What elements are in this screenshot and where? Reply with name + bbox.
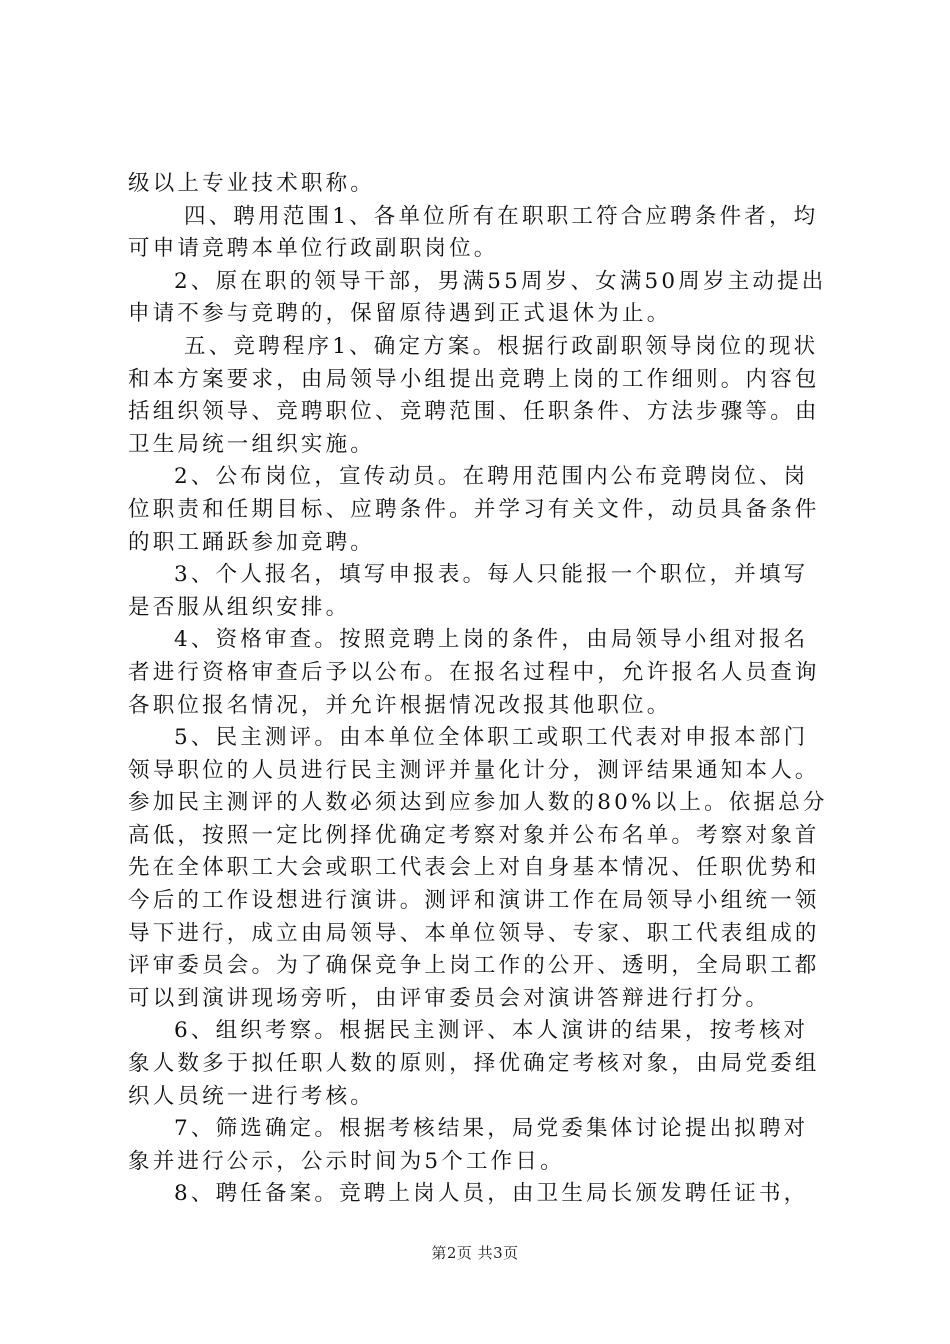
paragraph-item-2-retirees: 2、原在职的领导干部，男满55周岁、女满50周岁主动提出申请不参与竞聘的，保留原待遇到正式退休为止。	[128, 268, 827, 327]
paragraph-step-2: 2、公布岗位，宣传动员。在聘用范围内公布竞聘岗位、岗位职责和任期目标、应聘条件。并学习有关文件，动员具备条件的职工踊跃参加竞聘。	[128, 464, 820, 555]
paragraph-step-5: 5、民主测评。由本单位全体职工或职工代表对申报本部门领导职位的人员进行民主测评并量化计分，测评结果通知本人。参加民主测评的人数必须达到应参加人数的80%以上。依据总分高低，按照一定比例择优确定考察对象并公布名单。考察对象首先在全体职工大会或职工代表会上对自身基本情况、任职优势和今后的工作设想进行演讲。测评和演讲工作在局领导小组统一领导下进行，成立由局领导、本单位领导、专家、职工代表组成的评审委员会。为了确保竞争上岗工作的公开、透明，全局职工都可以到演讲现场旁听，由评审委员会对演讲答辩进行打分。	[128, 725, 828, 1011]
document-body	[128, 168, 828, 1211]
paragraph-section-five: 五、竞聘程序1、确定方案。根据行政副职领导岗位的现状和本方案要求，由局领导小组提出竞聘上岗的工作细则。内容包括组织领导、竞聘职位、竞聘范围、任职条件、方法步骤等。由卫生局统一组织实施。	[128, 333, 820, 457]
paragraph-step-7: 7、筛选确定。根据考核结果，局党委集体讨论提出拟聘对象并进行公示，公示时间为5个工作日。	[128, 1116, 809, 1174]
paragraph-step-3: 3、个人报名，填写申报表。每人只能报一个职位，并填写是否服从组织安排。	[128, 562, 809, 620]
paragraph-step-8: 8、聘任备案。竞聘上岗人员，由卫生局长颁发聘任证书，	[174, 1181, 809, 1207]
paragraph-continuation: 级以上专业技术职称。	[128, 171, 376, 196]
page-footer: 第2页 共3页	[431, 1244, 519, 1262]
paragraph-step-4: 4、资格审查。按照竞聘上岗的条件，由局领导小组对报名者进行资格审查后予以公布。在报名过程中，允许报名人员查询各职位报名情况，并允许根据情况改报其他职位。	[128, 627, 820, 718]
paragraph-section-four: 四、聘用范围1、各单位所有在职职工符合应聘条件者，均可申请竞聘本单位行政副职岗位。	[128, 203, 819, 262]
paragraph-step-6: 6、组织考察。根据民主测评、本人演讲的结果，按考核对象人数多于拟任职人数的原则，择优确定考核对象，由局党委组织人员统一进行考核。	[128, 1018, 820, 1109]
